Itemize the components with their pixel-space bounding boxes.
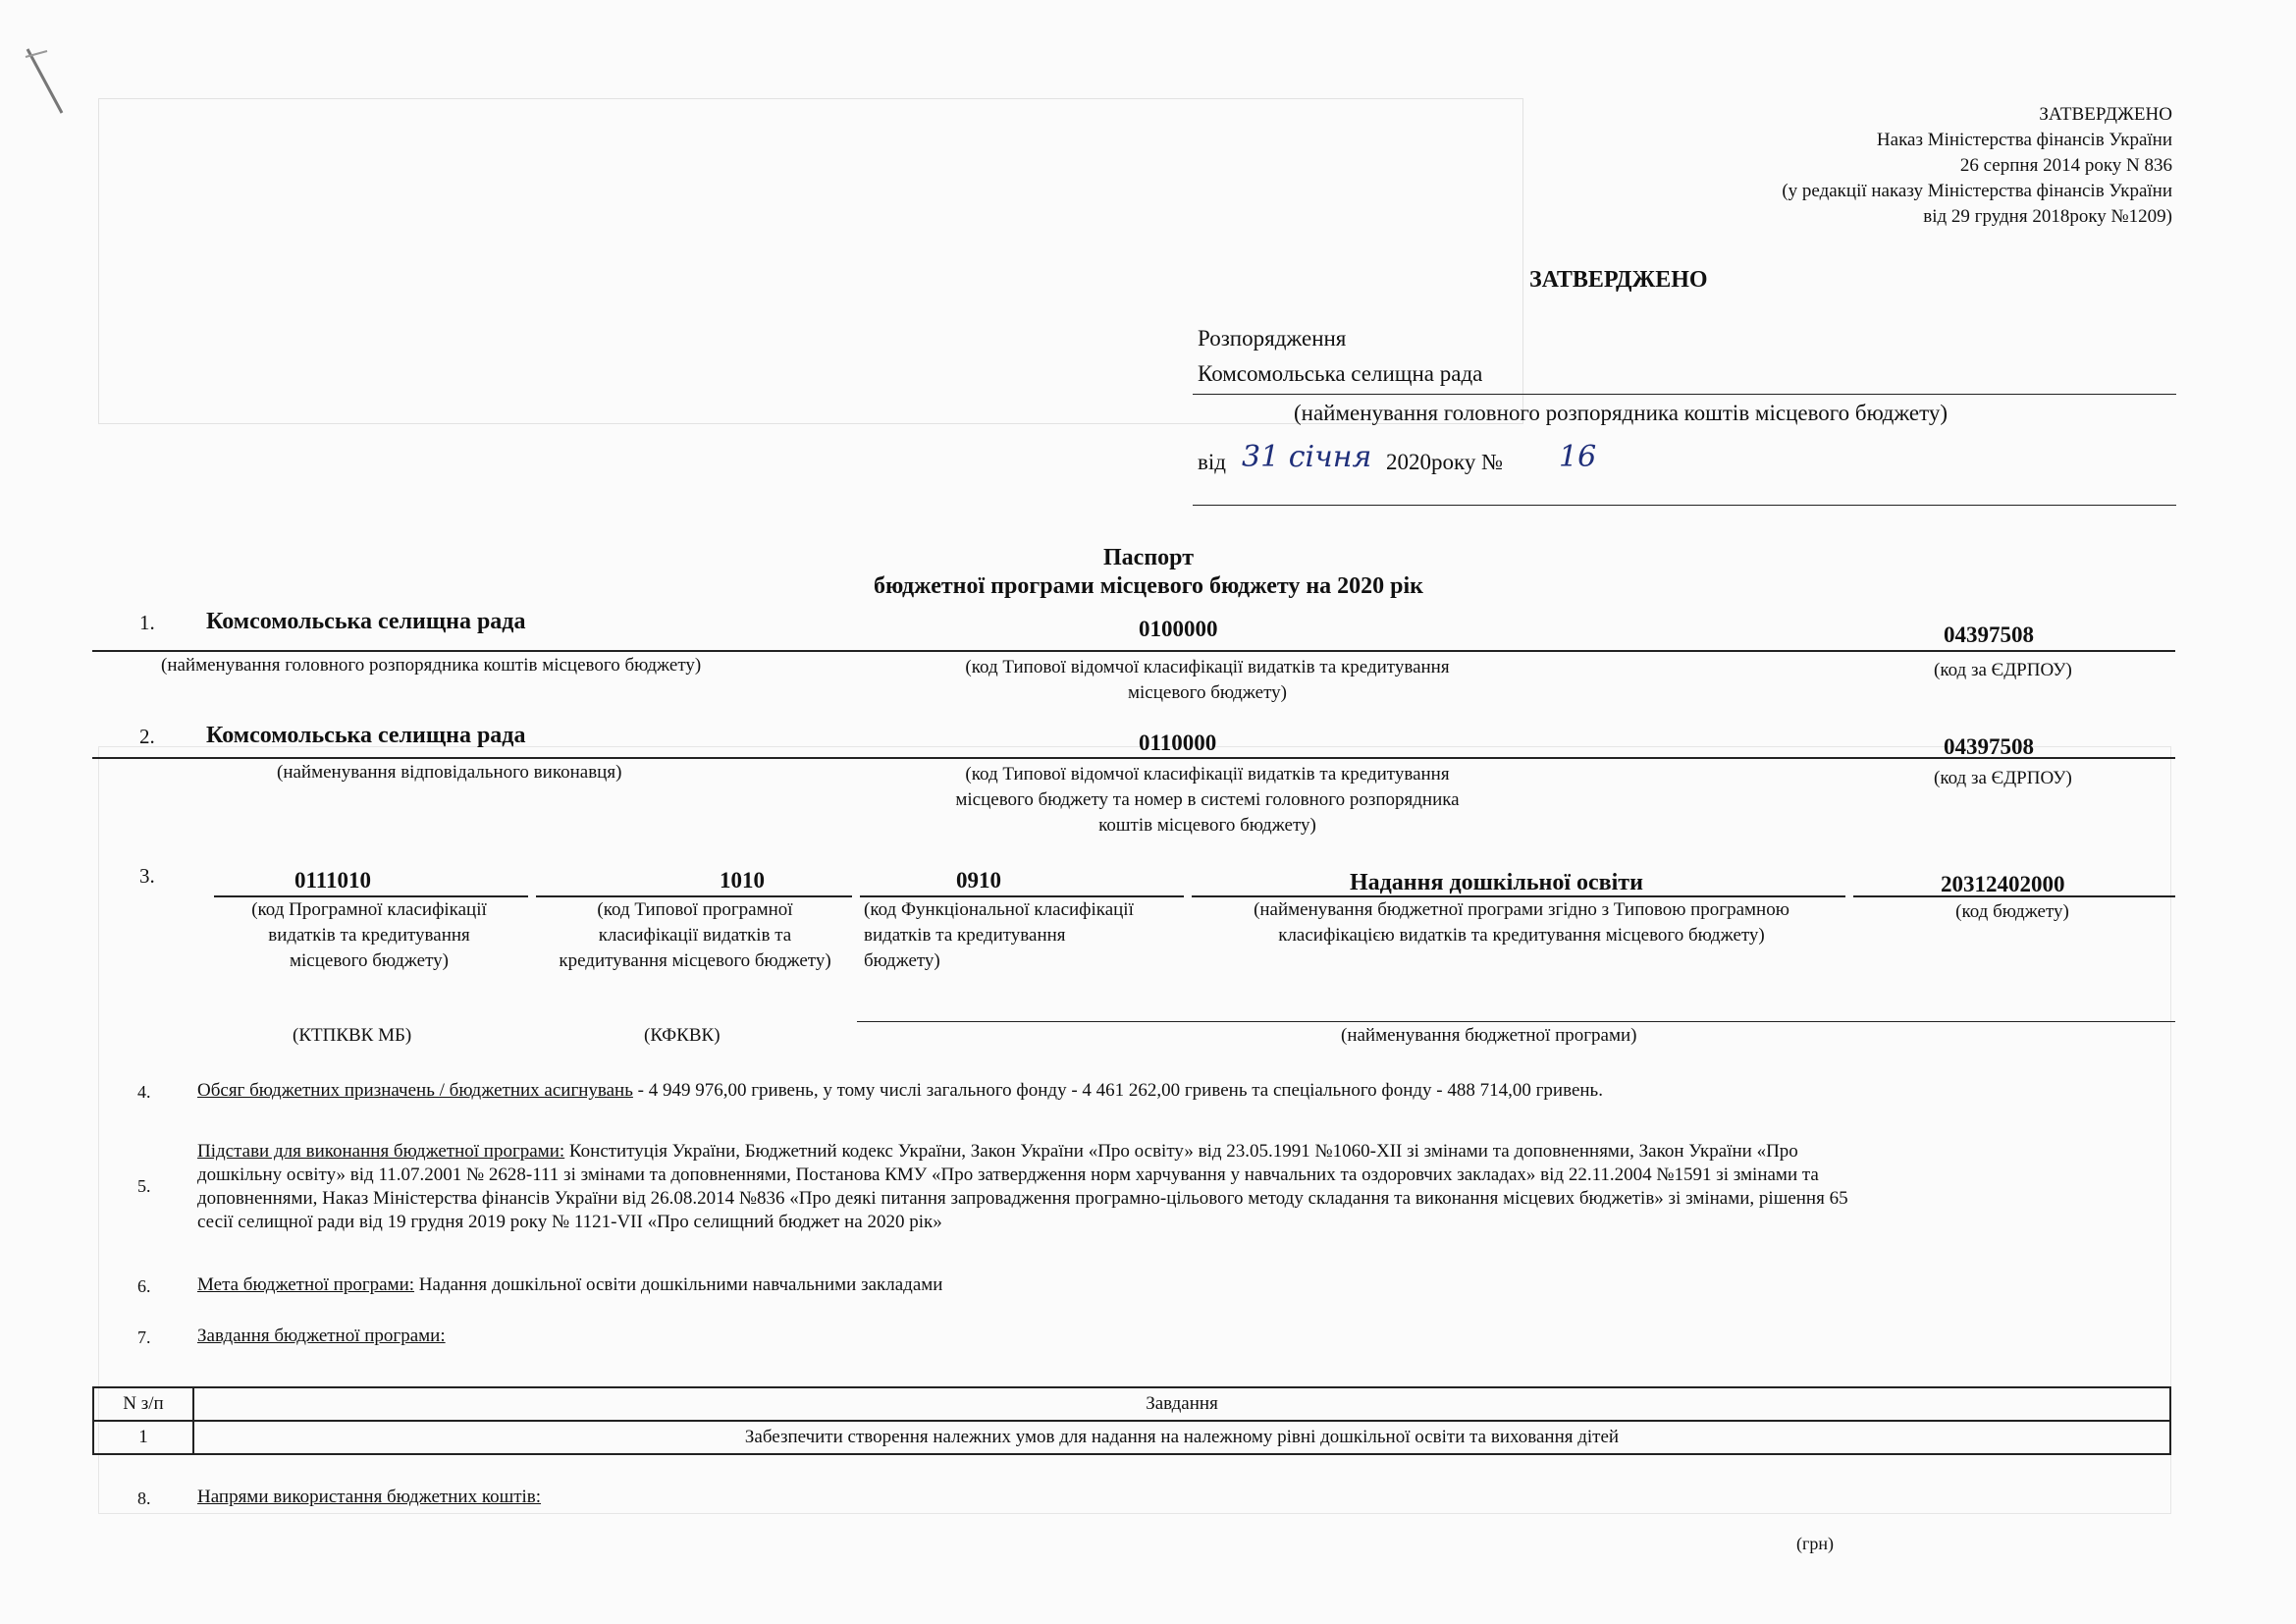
handwritten-date: 31 січня [1242, 440, 1372, 474]
section8-number: 8. [137, 1489, 151, 1508]
caption-kfkvk [530, 897, 860, 974]
section7-label: Завдання бюджетної програми: [197, 1326, 446, 1346]
section1-edrpou: 04397508 [1944, 623, 2034, 647]
section6-text: Надання дошкільної освіти дошкільними навчальними закладами [414, 1274, 943, 1295]
table-row [93, 1421, 2170, 1454]
caption-line: місцевого бюджету) [1127, 682, 1287, 703]
section1-caption-name: (найменування головного розпорядника коштів місцевого бюджету) [161, 655, 702, 676]
section3-program: Надання дошкільної освіти [1350, 870, 1643, 895]
caption-func [864, 897, 1188, 974]
approval-doc-type: Розпорядження [1198, 326, 1347, 351]
caption-line: кредитування місцевого бюджету) [559, 950, 831, 971]
section5-number: 5. [137, 1176, 151, 1196]
abbr-kfkvk: (КФКВК) [644, 1025, 721, 1046]
section1-underline [92, 650, 2175, 652]
caption-line: видатків та кредитування [268, 925, 470, 946]
col-header-task: Завдання [193, 1387, 2170, 1421]
section3-number: 3. [139, 864, 155, 888]
section2-caption-edrpou: (код за ЄДРПОУ) [1934, 768, 2072, 788]
section5-line4: сесії селищної ради від 19 грудня 2019 року № 1121-VII «Про селищний бюджет на 2020 рік» [197, 1212, 942, 1232]
section1-caption-code [864, 655, 1551, 706]
staple-mark [18, 39, 77, 128]
section4-text: - 4 949 976,00 гривень, у тому числі загального фонду - 4 461 262,00 гривень та спеціального фонду - 488 714,00 гривень. [632, 1080, 1603, 1101]
caption-line: (найменування бюджетної програми згідно з Типовою програмною [1254, 899, 1789, 920]
caption-line: (код Функціональної класифікації [864, 899, 1134, 920]
section4-label: Обсяг бюджетних призначень / бюджетних асигнувань [197, 1080, 633, 1101]
approval-title: ЗАТВЕРДЖЕНО [1529, 267, 1708, 293]
section3-func: 0910 [956, 868, 1001, 893]
section1-name: Комсомольська селищна рада [206, 609, 526, 634]
passport-subtitle: бюджетної програми місцевого бюджету на 2020 рік [874, 573, 1423, 599]
abbr-ktpkvk: (КТПКВК МБ) [293, 1025, 412, 1046]
section4-number: 4. [137, 1082, 151, 1102]
caption-line: (код Типової відомчої класифікації видатків та кредитування [965, 764, 1450, 785]
caption-line: бюджету) [864, 950, 940, 971]
section3-kfkvk: 1010 [720, 868, 765, 893]
stamp-line: від 29 грудня 2018року №1209) [1923, 206, 2172, 227]
section6-text-line [197, 1274, 942, 1296]
caption-line: класифікації видатків та [598, 925, 792, 946]
section5-line2: дошкільну освіту» від 11.07.2001 № 2628-111 зі змінами та доповненнями, Постанова КМУ «Про затвердження норм харчування у навчальних та оздоровчих закладах» від 22.11.2004 №1591 зі змінами та [197, 1164, 1819, 1185]
section2-edrpou: 04397508 [1944, 734, 2034, 759]
section2-underline [92, 757, 2175, 759]
section2-name: Комсомольська селищна рада [206, 723, 526, 748]
section6-label: Мета бюджетної програми: [197, 1274, 415, 1295]
approval-bottom-line [1193, 505, 2176, 506]
caption-line: місцевого бюджету та номер в системі головного розпорядника [955, 789, 1460, 810]
section8-unit: (грн) [1796, 1534, 1835, 1553]
caption-program [1188, 897, 1855, 948]
stamp-line: 26 серпня 2014 року N 836 [1959, 155, 2172, 176]
caption-line: (код Типової відомчої класифікації видатків та кредитування [965, 657, 1450, 677]
section3-budget-code: 20312402000 [1941, 872, 2065, 896]
col-header-number: N з/п [93, 1387, 193, 1421]
caption-ktpkvk [202, 897, 536, 974]
section1-number: 1. [139, 611, 155, 634]
program-name-line [857, 1021, 2175, 1022]
task-text: Забезпечити створення належних умов для надання на належному рівні дошкільної освіти та виховання дітей [193, 1421, 2170, 1454]
caption-line: класифікацією видатків та кредитування місцевого бюджету) [1278, 925, 1765, 946]
approval-issuer: Комсомольська селищна рада [1198, 361, 1483, 386]
caption-line: видатків та кредитування [864, 925, 1066, 946]
table-header-row [93, 1387, 2170, 1421]
budget-underline [1853, 895, 2175, 897]
section1-caption-edrpou: (код за ЄДРПОУ) [1934, 660, 2072, 680]
section5-label: Підстави для виконання бюджетної програми: [197, 1141, 565, 1162]
caption-budget-code: (код бюджету) [1955, 901, 2069, 922]
caption-line: місцевого бюджету) [289, 950, 449, 971]
tasks-table [92, 1386, 2171, 1455]
stamp-line: ЗАТВЕРДЖЕНО [2039, 104, 2172, 125]
section8-label: Напрями використання бюджетних коштів: [197, 1487, 542, 1507]
caption-line: коштів місцевого бюджету) [1098, 815, 1316, 836]
section2-number: 2. [139, 725, 155, 748]
section5-line1: Конституція України, Бюджетний кодекс України, Закон України «Про освіту» від 23.05.1991 №1060-ХІІ зі змінами та доповненнями, Закон України «Про [564, 1141, 1798, 1162]
section2-caption-code [864, 762, 1551, 839]
section5-line3: доповненнями, Наказ Міністерства фінансів України від 26.08.2014 №836 «Про деякі питання запровадження програмно-цільового методу складання та виконання місцевих бюджетів» зі змінами, рішення 65 [197, 1188, 1848, 1209]
section2-caption-name: (найменування відповідального виконавця) [277, 762, 622, 783]
date-prefix: від [1198, 450, 1226, 474]
section2-code: 0110000 [1139, 731, 1217, 755]
stamp-line: Наказ Міністерства фінансів України [1876, 130, 2172, 150]
section4-text-line [197, 1080, 1603, 1102]
section3-ktpkvk: 0111010 [294, 868, 371, 893]
passport-title: Паспорт [1103, 545, 1194, 570]
caption-line: (код Типової програмної [597, 899, 793, 920]
section1-code: 0100000 [1139, 617, 1218, 641]
stamp-line: (у редакції наказу Міністерства фінансів України [1782, 181, 2172, 201]
section7-number: 7. [137, 1327, 151, 1347]
issuer-underline [1193, 394, 2176, 395]
text-line [197, 1140, 1848, 1164]
task-number: 1 [93, 1421, 193, 1454]
handwritten-number: 16 [1559, 440, 1597, 474]
section6-number: 6. [137, 1276, 151, 1296]
date-suffix: 2020року № [1386, 450, 1504, 474]
issuer-caption: (найменування головного розпорядника коштів місцевого бюджету) [1294, 401, 1949, 425]
caption-program-name: (найменування бюджетної програми) [1341, 1025, 1637, 1046]
approval-stamp [1583, 102, 2172, 230]
caption-line: (код Програмної класифікації [251, 899, 487, 920]
section5-text [197, 1140, 1848, 1234]
